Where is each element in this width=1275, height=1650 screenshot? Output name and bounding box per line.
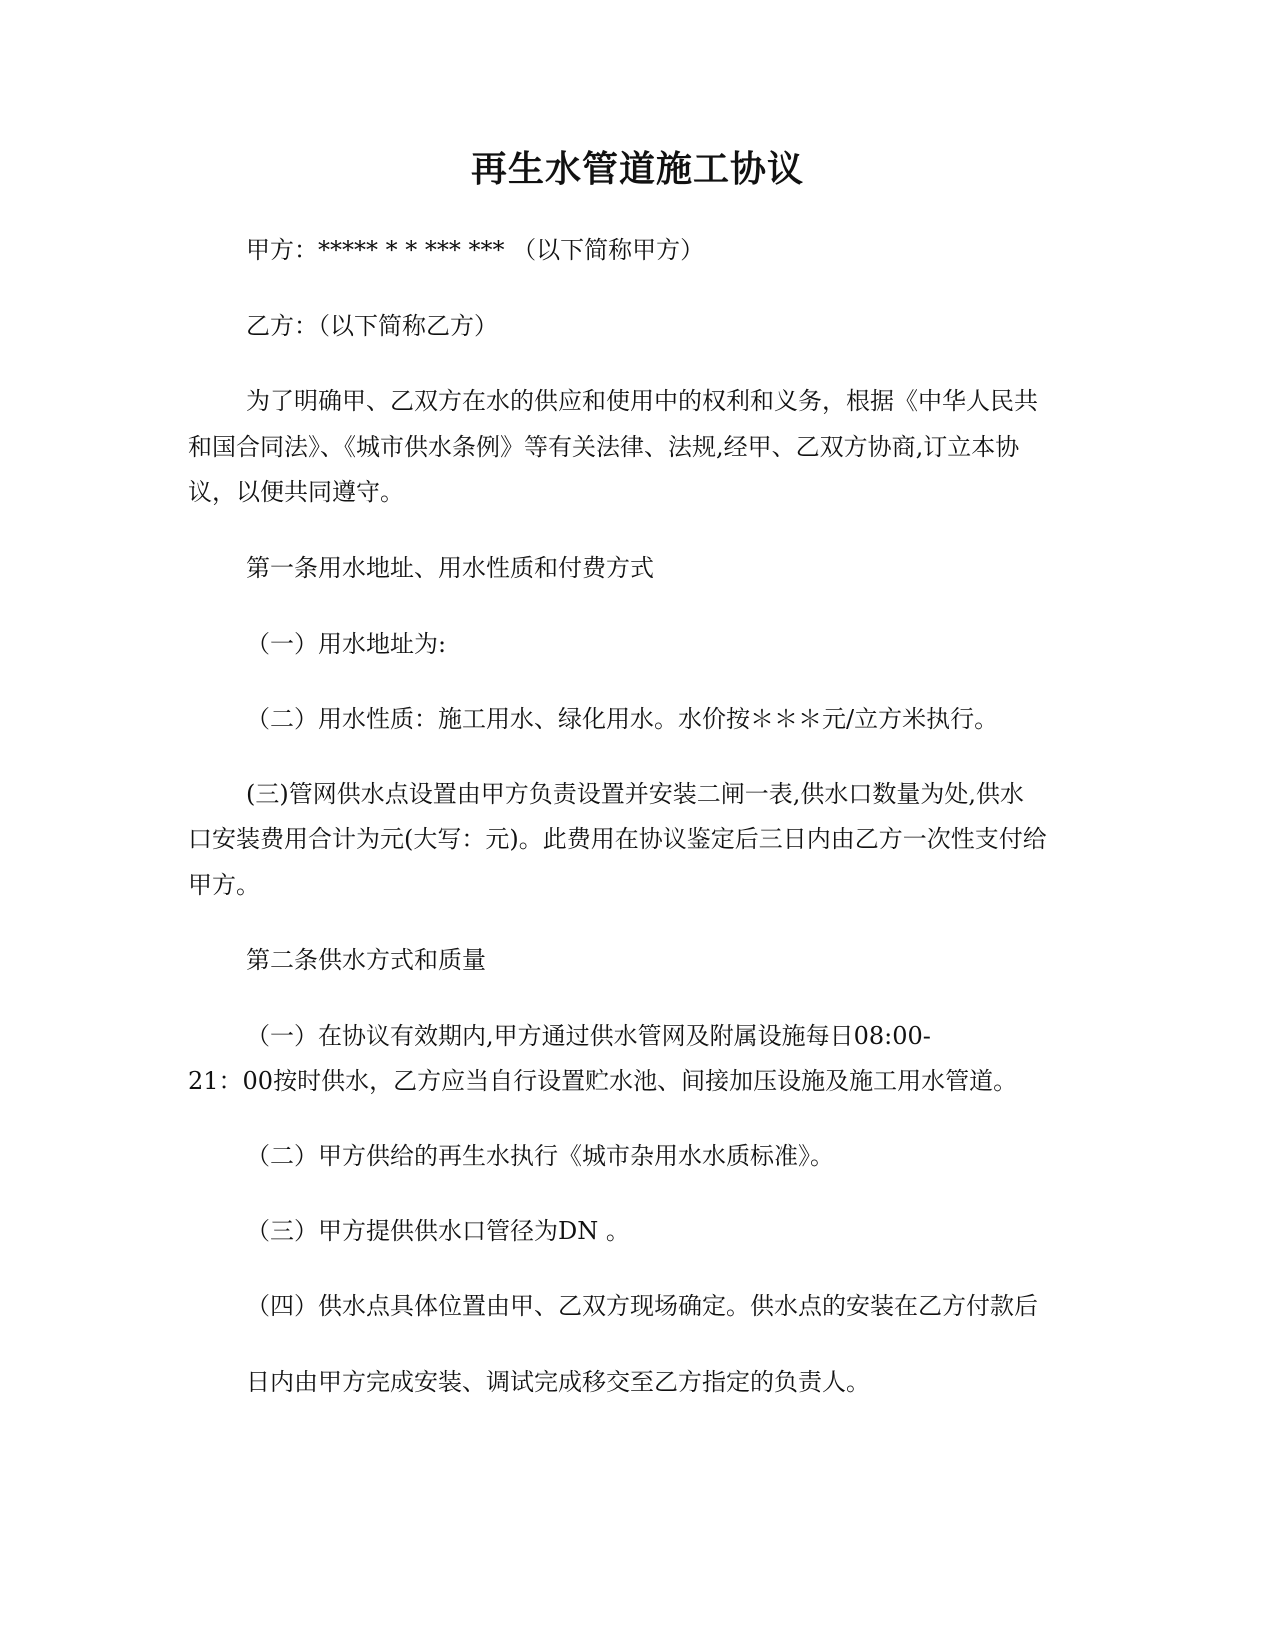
preamble-line-1: 为了明确甲、乙双方在水的供应和使用中的权利和义务，根据《中华人民共: [246, 387, 1038, 415]
article-1-item-1: （一）用水地址为:: [246, 630, 447, 658]
preamble-line-2: 和国合同法》、《城市供水条例》等有关法律、法规,经甲、乙双方协商,订立本协: [188, 433, 1020, 461]
article-1-item-3-line-2: 口安装费用合计为元(大写：元)。此费用在协议鉴定后三日内由乙方一次性支付给: [188, 825, 1047, 853]
article-1-item-3-line-1: (三)管网供水点设置由甲方负责设置并安装二闸一表,供水口数量为处,供水: [246, 780, 1024, 808]
article-2-item-1-line-1: （一）在协议有效期内,甲方通过供水管网及附属设施每日08:00-: [246, 1022, 931, 1050]
article-1-item-3-line-3: 甲方。: [188, 871, 260, 899]
document-title: 再生水管道施工协议: [470, 148, 804, 190]
article-2-item-1-line-2: 21：00按时供水，乙方应当自行设置贮水池、间接加压设施及施工用水管道。: [188, 1067, 1018, 1095]
article-2-item-4-line-1: （四）供水点具体位置由甲、乙双方现场确定。供水点的安装在乙方付款后: [246, 1292, 1038, 1320]
article-1-heading: 第一条用水地址、用水性质和付费方式: [246, 554, 654, 582]
party-a-line: 甲方：***** * * *** *** （以下简称甲方）: [246, 236, 705, 264]
article-1-item-2: （二）用水性质：施工用水、绿化用水。水价按＊＊＊元/立方米执行。: [246, 705, 999, 733]
article-2-item-4-line-2: 日内由甲方完成安装、调试完成移交至乙方指定的负责人。: [246, 1368, 870, 1396]
party-b-line: 乙方：（以下简称乙方）: [246, 312, 498, 340]
preamble-line-3: 议，以便共同遵守。: [188, 478, 404, 506]
article-2-heading: 第二条供水方式和质量: [246, 946, 486, 974]
article-2-item-2: （二）甲方供给的再生水执行《城市杂用水水质标准》。: [246, 1142, 834, 1170]
article-2-item-3: （三）甲方提供供水口管径为DN 。: [246, 1217, 630, 1245]
